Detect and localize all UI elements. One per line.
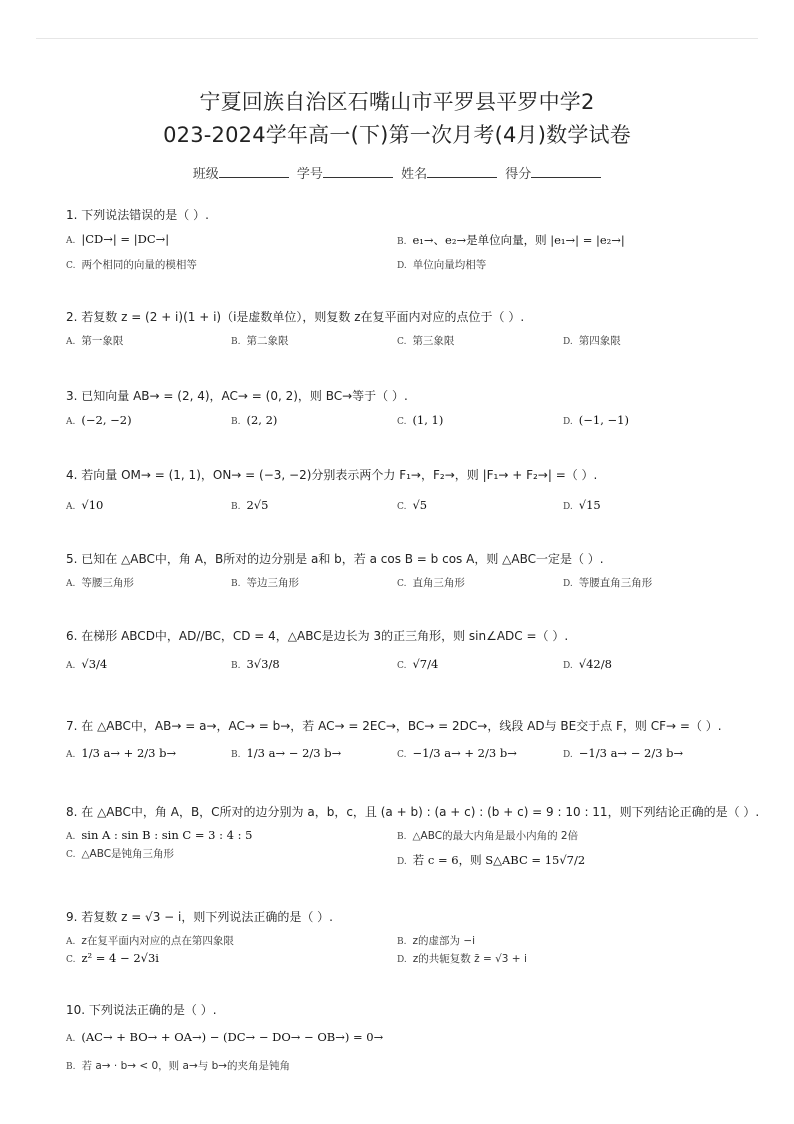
option-c: C. z² = 4 − 2√3i bbox=[66, 951, 159, 965]
option-d: D. 第四象限 bbox=[563, 335, 621, 347]
question-stem: 5. 已知在 △ABC中，角 A，B所对的边分别是 a和 b，若 a cos B = b cos A，则 △ABC一定是（ ）. bbox=[66, 552, 604, 566]
question-stem: 3. 已知向量 AB→ = (2, 4)，AC→ = (0, 2)，则 BC→等于（ ）. bbox=[66, 389, 408, 403]
option-d: D. 等腰直角三角形 bbox=[563, 577, 653, 589]
option-a: A. 1/3 a→ + 2/3 b→ bbox=[66, 746, 177, 760]
option-c: C. (1, 1) bbox=[397, 413, 444, 427]
option-c: C. √7/4 bbox=[397, 657, 439, 671]
option-a: A. (AC→ + BO→ + OA→) − (DC→ − DO→ − OB→) = 0→ bbox=[66, 1030, 384, 1044]
option-c: C. △ABC是钝角三角形 bbox=[66, 848, 175, 860]
option-c: C. 直角三角形 bbox=[397, 577, 465, 589]
option-a: A. z在复平面内对应的点在第四象限 bbox=[66, 935, 234, 947]
question-stem: 9. 若复数 z = √3 − i，则下列说法正确的是（ ）. bbox=[66, 910, 333, 924]
question-stem: 4. 若向量 OM→ = (1, 1)，ON→ = (−3, −2)分别表示两个力 F₁→，F₂→，则 |F₁→ + F₂→| =（ ）. bbox=[66, 468, 598, 482]
option-d: D. 若 c = 6，则 S△ABC = 15√7/2 bbox=[397, 853, 586, 867]
option-a: A. |CD→| = |DC→| bbox=[66, 232, 170, 246]
question-4 bbox=[66, 466, 766, 483]
option-b: B. △ABC的最大内角是最小内角的 2倍 bbox=[397, 830, 579, 842]
question-10 bbox=[66, 1001, 766, 1018]
question-5 bbox=[66, 550, 766, 567]
option-d: D. √15 bbox=[563, 498, 601, 512]
question-stem: 10. 下列说法正确的是（ ）. bbox=[66, 1003, 217, 1017]
option-a: A. √3/4 bbox=[66, 657, 108, 671]
student-info-row bbox=[0, 163, 794, 182]
question-8 bbox=[66, 803, 766, 820]
option-a: A. 第一象限 bbox=[66, 335, 124, 347]
option-b: B. e₁→、e₂→是单位向量，则 |e₁→| = |e₂→| bbox=[397, 233, 625, 247]
option-d: D. 单位向量均相等 bbox=[397, 259, 487, 271]
option-b: B. 若 a→ · b→ < 0，则 a→与 b→的夹角是钝角 bbox=[66, 1060, 291, 1072]
option-b: B. z的虚部为 −i bbox=[397, 935, 476, 947]
option-a: A. (−2, −2) bbox=[66, 413, 132, 427]
page-title-line1: 宁夏回族自治区石嘴山市平罗县平罗中学2 bbox=[199, 90, 595, 114]
option-b: B. 1/3 a→ − 2/3 b→ bbox=[231, 746, 342, 760]
page-title-line2: 023-2024学年高一(下)第一次月考(4月)数学试卷 bbox=[163, 123, 631, 147]
name-blank bbox=[427, 167, 497, 178]
option-b: B. 3√3/8 bbox=[231, 657, 280, 671]
option-d: D. √42/8 bbox=[563, 657, 612, 671]
score-label: 得分 bbox=[505, 167, 532, 182]
question-3 bbox=[66, 387, 766, 404]
option-d: D. (−1, −1) bbox=[563, 413, 629, 427]
option-c: C. −1/3 a→ + 2/3 b→ bbox=[397, 746, 517, 760]
question-stem: 6. 在梯形 ABCD中，AD//BC，CD = 4，△ABC是边长为 3的正三角形，则 sin∠ADC =（ ）. bbox=[66, 629, 569, 643]
question-2 bbox=[66, 308, 766, 325]
option-d: D. −1/3 a→ − 2/3 b→ bbox=[563, 746, 684, 760]
student-id-label: 学号 bbox=[296, 167, 323, 182]
class-blank bbox=[219, 167, 289, 178]
question-stem: 7. 在 △ABC中，AB→ = a→，AC→ = b→，若 AC→ = 2EC→，BC→ = 2DC→，线段 AD与 BE交于点 F，则 CF→ =（ ）. bbox=[66, 719, 722, 733]
option-b: B. 等边三角形 bbox=[231, 577, 299, 589]
option-c: C. √5 bbox=[397, 498, 428, 512]
option-a: A. sin A : sin B : sin C = 3 : 4 : 5 bbox=[66, 828, 253, 842]
option-a: A. √10 bbox=[66, 498, 104, 512]
option-c: C. 两个相同的向量的模相等 bbox=[66, 259, 197, 271]
option-b: B. 2√5 bbox=[231, 498, 269, 512]
class-label: 班级 bbox=[192, 167, 219, 182]
question-stem: 8. 在 △ABC中，角 A，B，C所对的边分别为 a，b，c，且 (a + b) : (a + c) : (b + c) = 9 : 10 : 11，则下列结论正确的是（ ）. bbox=[66, 805, 760, 819]
option-c: C. 第三象限 bbox=[397, 335, 455, 347]
question-stem: 2. 若复数 z = (2 + i)(1 + i)（i是虚数单位），则复数 z在复平面内对应的点位于（ ）. bbox=[66, 310, 525, 324]
option-a: A. 等腰三角形 bbox=[66, 577, 134, 589]
question-7 bbox=[66, 717, 766, 734]
question-stem: 1. 下列说法错误的是（ ）. bbox=[66, 208, 209, 222]
option-b: B. 第二象限 bbox=[231, 335, 289, 347]
option-b: B. (2, 2) bbox=[231, 413, 278, 427]
question-6 bbox=[66, 627, 766, 644]
option-d: D. z的共轭复数 z̄ = √3 + i bbox=[397, 953, 527, 965]
student-id-blank bbox=[323, 167, 393, 178]
name-label: 姓名 bbox=[401, 167, 428, 182]
question-1 bbox=[66, 206, 766, 223]
score-blank bbox=[531, 167, 601, 178]
question-9 bbox=[66, 908, 766, 925]
top-divider bbox=[36, 38, 758, 39]
